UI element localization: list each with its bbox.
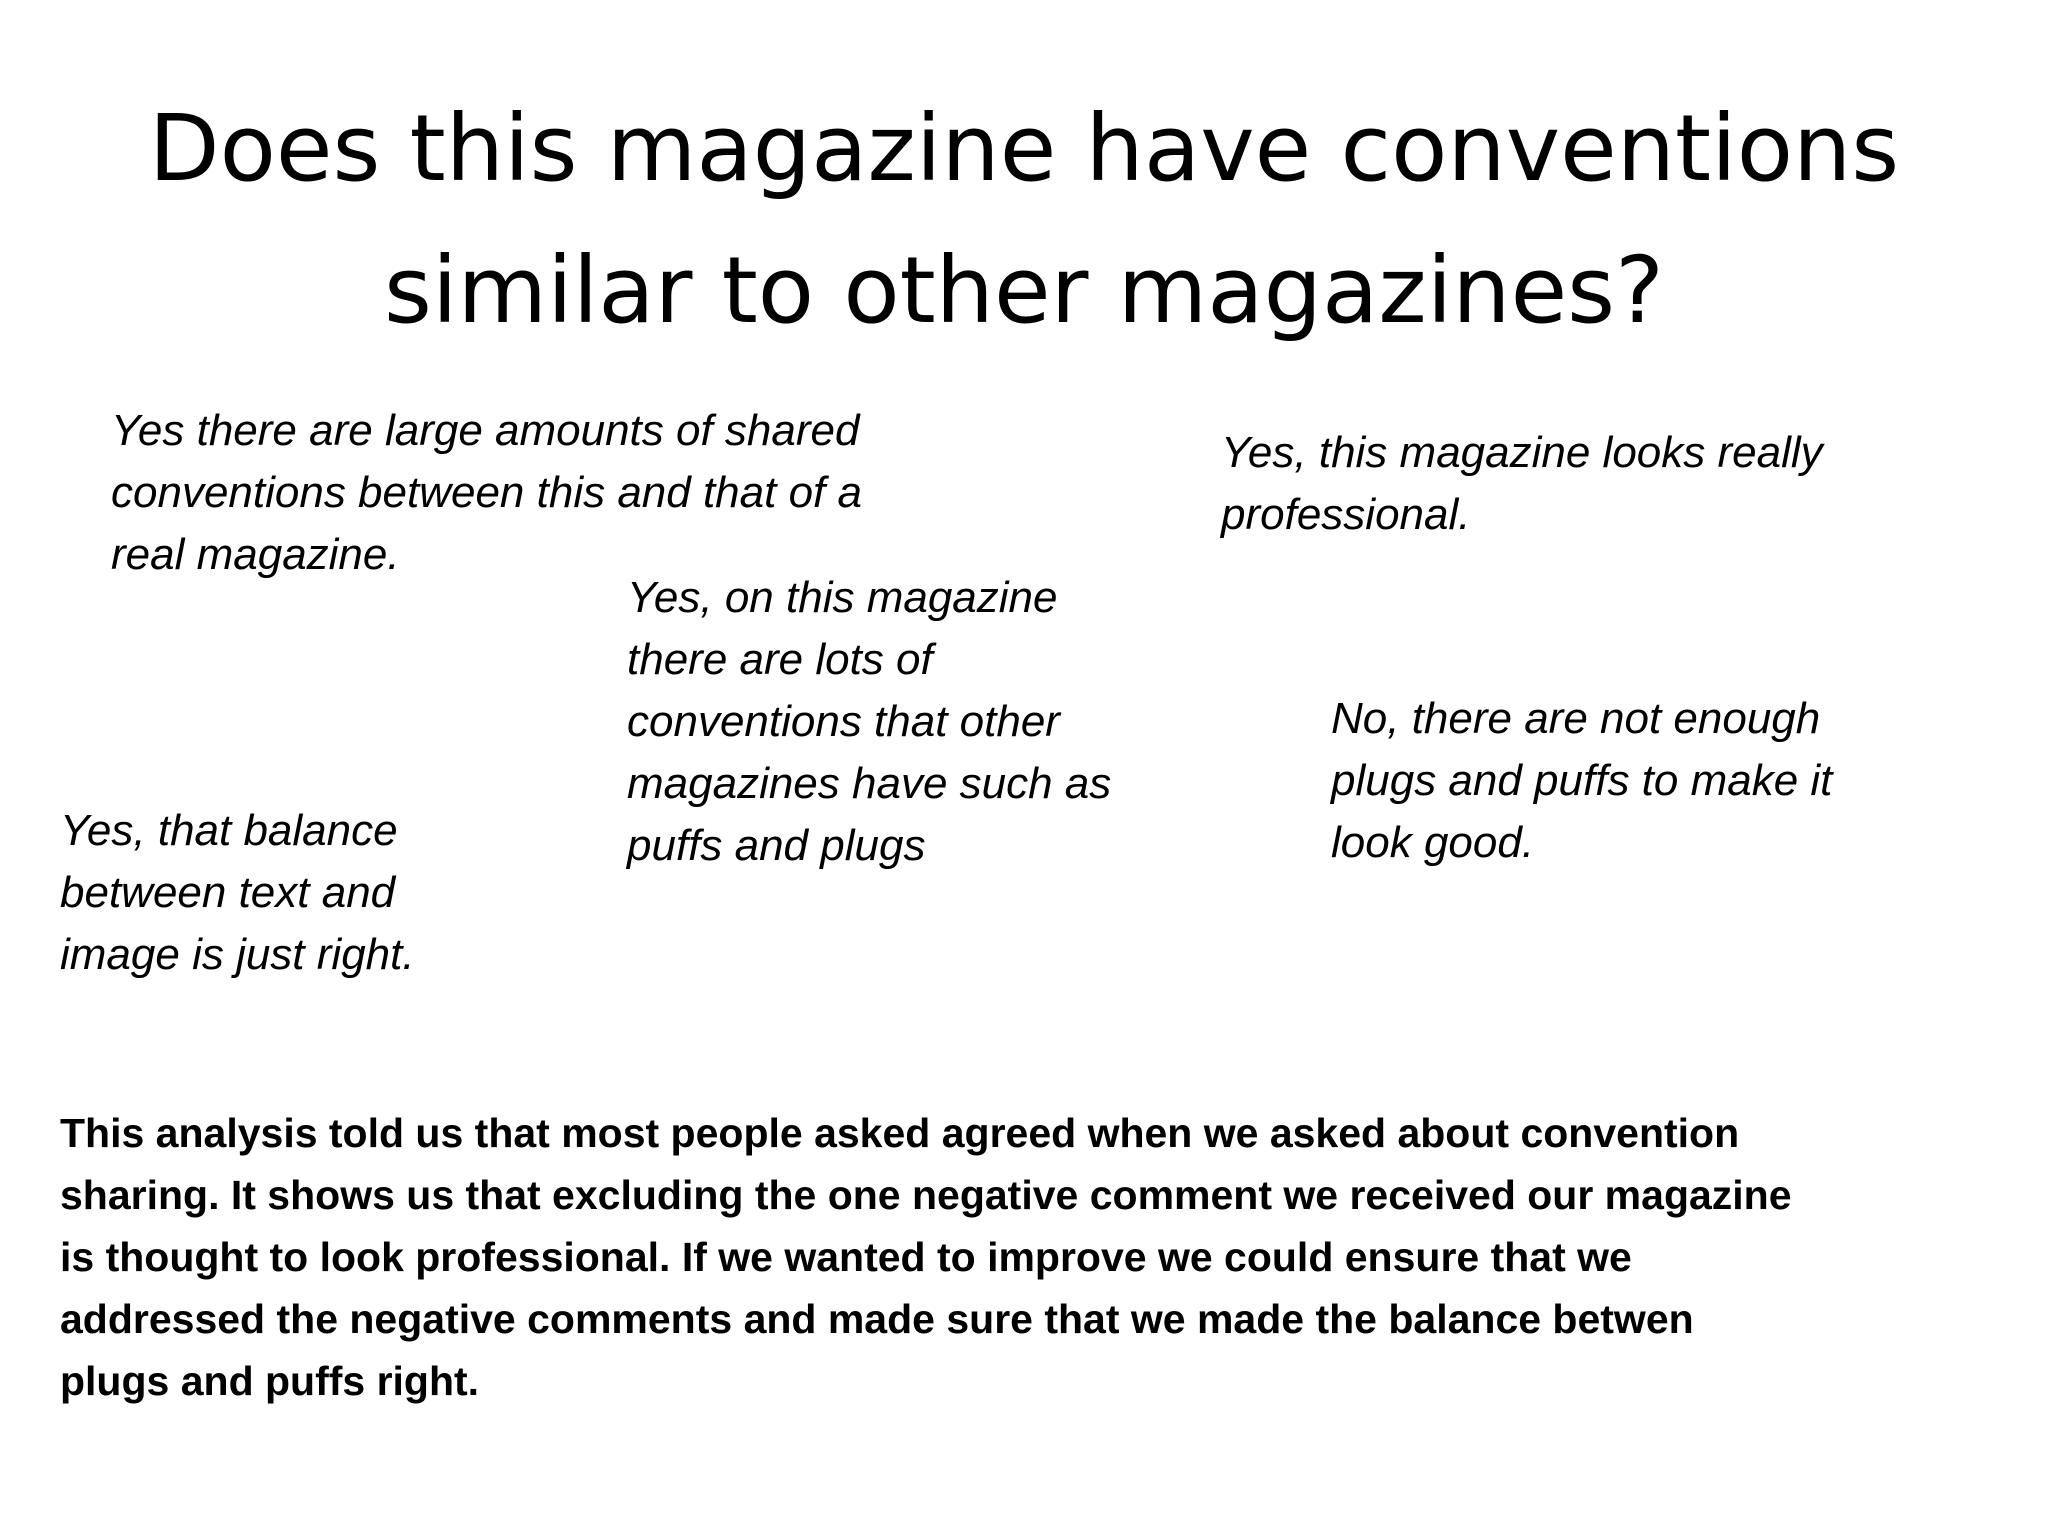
comment-line: look good.	[1331, 818, 1535, 867]
comment-line: between text and	[60, 868, 396, 917]
comment-line: conventions that other	[627, 697, 1060, 746]
comment-looks-professional	[1221, 422, 1921, 546]
comment-shared-conventions	[111, 400, 971, 586]
comment-line: magazines have such as	[627, 759, 1112, 808]
comment-line: Yes, that balance	[60, 806, 398, 855]
summary-line: sharing. It shows us that excluding the one negative comment we received our magazine	[60, 1172, 1792, 1218]
summary-line: This analysis told us that most people asked agreed when we asked about convention	[60, 1110, 1740, 1156]
comment-text-image-balance	[60, 800, 500, 986]
comment-line: there are lots of	[627, 635, 933, 684]
comment-line: No, there are not enough	[1331, 694, 1821, 743]
comment-lots-of-conventions	[627, 567, 1187, 877]
slide-title-line: similar to other magazines?	[384, 237, 1664, 344]
comment-line: image is just right.	[60, 930, 415, 979]
summary-line: addressed the negative comments and made sure that we made the balance betwen	[60, 1296, 1694, 1342]
comment-line: real magazine.	[111, 530, 400, 579]
summary-line: plugs and puffs right.	[60, 1358, 480, 1404]
comment-line: Yes, this magazine looks really	[1221, 428, 1823, 477]
slide-title	[0, 78, 2048, 362]
comment-not-enough-plugs	[1331, 688, 1951, 874]
comment-line: Yes, on this magazine	[627, 573, 1058, 622]
comment-line: puffs and plugs	[627, 821, 926, 870]
comment-line: conventions between this and that of a	[111, 468, 862, 517]
summary-line: is thought to look professional. If we wanted to improve we could ensure that we	[60, 1234, 1632, 1280]
slide-title-line: Does this magazine have conventions	[148, 95, 1900, 202]
analysis-summary	[60, 1102, 2000, 1412]
comment-line: Yes there are large amounts of shared	[111, 406, 860, 455]
comment-line: professional.	[1221, 490, 1471, 539]
comment-line: plugs and puffs to make it	[1331, 756, 1833, 805]
